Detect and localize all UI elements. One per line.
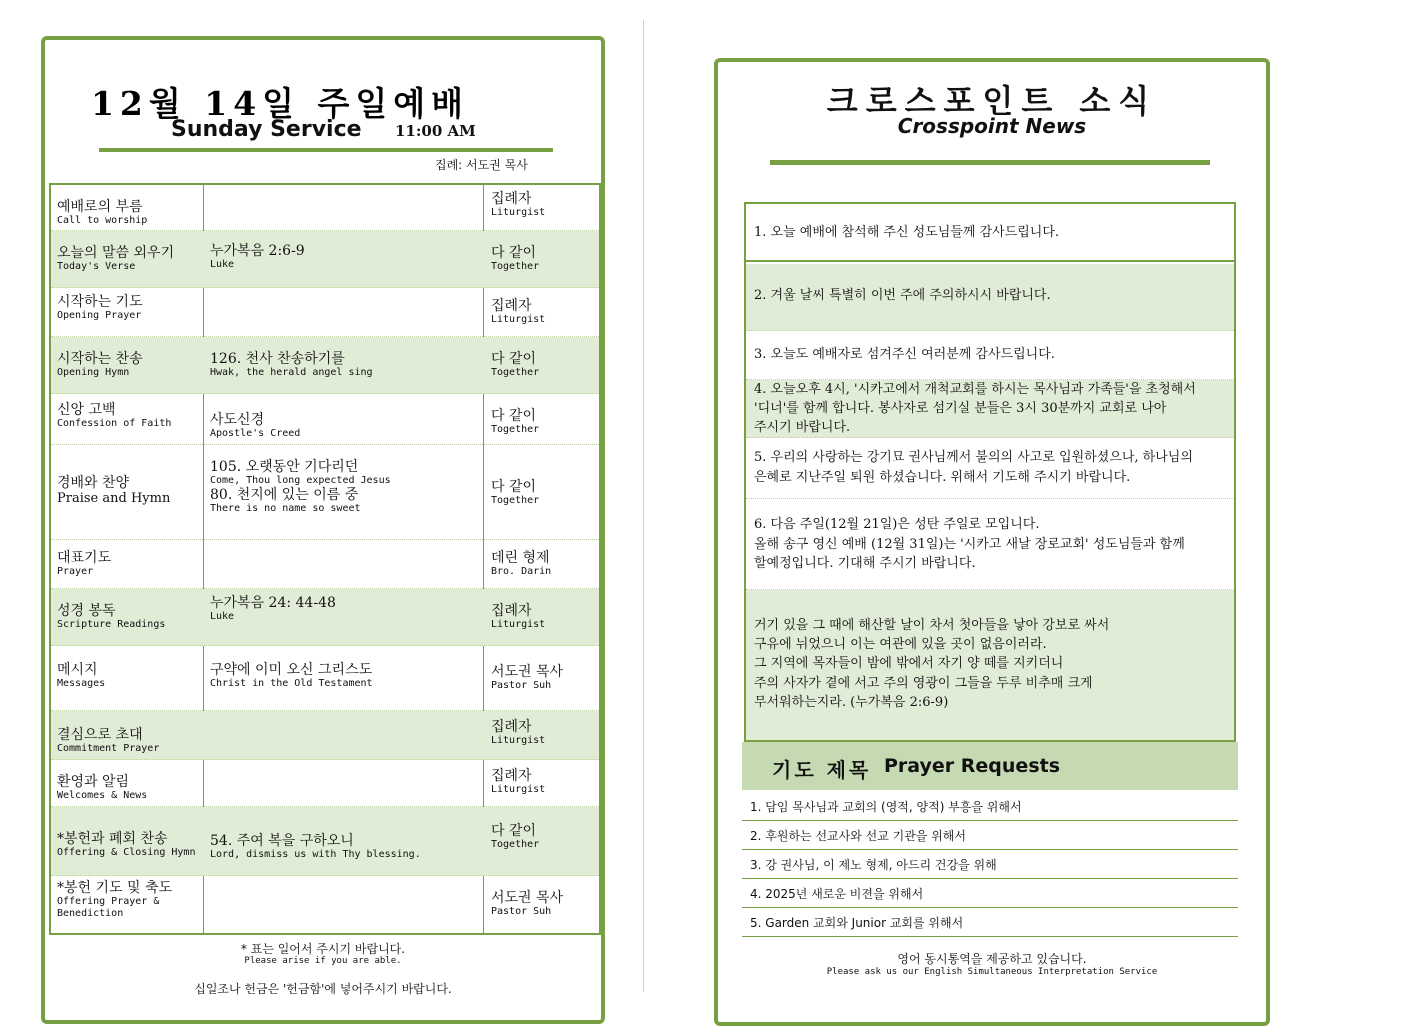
leader-en: Bro. Darin (491, 566, 552, 577)
detail-ko: 126. 천사 찬송하기를 (210, 351, 345, 367)
news-item (746, 380, 1234, 438)
detail-en: Luke (210, 611, 235, 622)
title-rule (770, 160, 1210, 165)
item-ko: 결심으로 초대 (57, 727, 143, 743)
news-panel (714, 58, 1270, 1026)
news-line: 2. 겨울 날씨 특별히 이번 주에 주의하시시 바랍니다. (754, 288, 1051, 303)
order-row (51, 540, 599, 589)
leader-ko: 다 같이 (491, 408, 537, 424)
detail-en: Apostle's Creed (210, 428, 301, 439)
order-row (51, 394, 599, 445)
service-panel (41, 36, 605, 1024)
detail-ko: 구약에 이미 오신 그리스도 (210, 662, 373, 678)
item-en: Scripture Readings (57, 619, 166, 630)
item-ko: 메시지 (57, 662, 98, 678)
news-line: 5. 우리의 사랑하는 강기묘 권사님께서 불의의 사고로 입원하셨으나, 하나님의 (754, 450, 1193, 465)
leader-ko: 집례자 (491, 719, 532, 735)
prayer-text: 1. 담임 목사님과 교회의 (영적, 양적) 부흥을 위해서 (750, 800, 1022, 814)
prayer-text: 5. Garden 교회와 Junior 교회를 위해서 (750, 916, 964, 930)
leader-ko: 집례자 (491, 298, 532, 314)
verse-line: 그 지역에 목자들이 밤에 밖에서 자기 양 떼를 지키더니 (754, 656, 1064, 671)
order-row (51, 807, 599, 876)
news-item (746, 438, 1234, 499)
leader-en: Together (491, 261, 540, 272)
news-table (744, 202, 1236, 742)
leader-ko: 다 같이 (491, 823, 537, 839)
detail-en-2: There is no name so sweet (210, 503, 361, 514)
news-line: '디너'를 함께 합니다. 봉사자로 섬기실 분들은 3시 30분까지 교회로 나아 (754, 401, 1167, 416)
leader-ko: 서도권 목사 (491, 664, 564, 680)
service-time: 11:00 AM (395, 122, 476, 140)
news-line: 3. 오늘도 예배자로 섬겨주신 여러분께 감사드립니다. (754, 347, 1055, 362)
detail-ko: 54. 주여 복을 구하오니 (210, 833, 354, 849)
order-row (51, 231, 599, 288)
prayer-title-ko: 기도 제목 (772, 758, 872, 782)
item-en: Welcomes & News (57, 790, 148, 801)
order-row (51, 760, 599, 807)
item-ko: 신앙 고백 (57, 402, 116, 418)
item-ko: 대표기도 (57, 550, 112, 566)
page-divider (643, 20, 644, 992)
detail-ko: 누가복음 2:6-9 (210, 243, 305, 259)
leader-ko: 집례자 (491, 191, 532, 207)
order-row (51, 646, 599, 711)
item-ko: 오늘의 말씀 외우기 (57, 245, 175, 261)
news-line: 은혜로 지난주일 퇴원 하셨습니다. 위해서 기도해 주시기 바랍니다. (754, 470, 1131, 485)
item-en: Opening Hymn (57, 367, 130, 378)
leader-ko: 데린 형제 (491, 550, 550, 566)
leader-en: Together (491, 495, 540, 506)
news-item (746, 331, 1234, 380)
prayer-item (742, 908, 1238, 937)
item-en: Praise and Hymn (57, 491, 171, 506)
detail-en: Come, Thou long expected Jesus (210, 475, 391, 486)
verse-line: 구유에 뉘었으니 이는 여관에 있을 곳이 없음이러라. (754, 637, 1047, 652)
item-en: Today's Verse (57, 261, 136, 272)
prayer-item (742, 850, 1238, 879)
item-en: Messages (57, 678, 106, 689)
prayer-item (742, 821, 1238, 850)
leader-ko: 다 같이 (491, 351, 537, 367)
verse-line: 무서워하는지라. (누가복음 2:6-9) (754, 695, 949, 710)
item-en: Commitment Prayer (57, 743, 160, 754)
news-line: 올해 송구 영신 예배 (12월 31일)는 '시카고 새날 장로교회' 성도님들과 함께 (754, 537, 1185, 552)
prayer-title-en: Prayer Requests (884, 755, 1061, 777)
leader-ko: 집례자 (491, 768, 532, 784)
order-row (51, 445, 599, 540)
order-row (51, 589, 599, 646)
news-subtitle: Crosspoint News (897, 114, 1087, 138)
item-ko: *봉헌 기도 및 축도 (57, 880, 173, 896)
news-item (746, 499, 1234, 590)
detail-ko: 105. 오랫동안 기다리던 (210, 459, 359, 475)
news-line: 4. 오늘오후 4시, '시카고에서 개척교회를 하시는 목사님과 가족들'을 초청해서 (754, 382, 1196, 397)
order-of-worship-table (49, 183, 601, 935)
interpretation-note: 영어 동시통역을 제공하고 있습니다. (897, 952, 1087, 966)
item-en: Call to worship (57, 215, 148, 226)
item-ko: 성경 봉독 (57, 603, 116, 619)
leader-en: Together (491, 839, 540, 850)
item-ko: 시작하는 찬송 (57, 351, 143, 367)
item-en: Offering & Closing Hymn (57, 847, 196, 858)
leader-ko: 집례자 (491, 603, 532, 619)
news-title: 크로스포인트 소식 (826, 82, 1158, 120)
item-ko: 환영과 알림 (57, 774, 130, 790)
verse-box (746, 590, 1234, 740)
prayer-text: 3. 강 권사님, 이 제노 형제, 아드리 건강을 위해 (750, 858, 997, 872)
order-row (51, 876, 599, 932)
offering-note: 십일조나 헌금은 '헌금함'에 넣어주시기 바랍니다. (194, 982, 452, 996)
prayer-item (742, 879, 1238, 908)
news-line: 1. 오늘 예배에 참석해 주신 성도님들께 감사드립니다. (754, 225, 1060, 240)
detail-en: Lord, dismiss us with Thy blessing. (210, 849, 421, 860)
leader-en: Pastor Suh (491, 906, 552, 917)
leader-ko: 서도권 목사 (491, 890, 564, 906)
item-en: Confession of Faith (57, 418, 172, 429)
order-row (51, 288, 599, 337)
stand-note: * 표는 일어서 주시기 바랍니다. (240, 942, 406, 956)
leader-en: Liturgist (491, 207, 546, 218)
detail-en: Luke (210, 259, 235, 270)
prayer-text: 4. 2025년 새로운 비젼을 위해서 (750, 887, 924, 901)
news-item (746, 204, 1234, 262)
interpretation-note-en: Please ask us our English Simultaneous Interpretation Service (826, 967, 1158, 977)
item-ko: 예배로의 부름 (57, 199, 143, 215)
leader-en: Liturgist (491, 735, 546, 746)
item-ko: *봉헌과 폐회 찬송 (57, 831, 168, 847)
item-en: Prayer (57, 566, 94, 577)
leader-en: Liturgist (491, 619, 546, 630)
liturgist-label: 집례: 서도권 목사 (435, 158, 528, 172)
news-line: 할예정입니다. 기대해 주시기 바랍니다. (754, 556, 976, 571)
service-title: 12월 14일 주일예배 (90, 84, 470, 123)
item-ko: 경배와 찬양 (57, 475, 130, 491)
service-subtitle: Sunday Service (171, 117, 362, 142)
detail-en: Christ in the Old Testament (210, 678, 373, 689)
prayer-text: 2. 후원하는 선교사와 선교 기관을 위해서 (750, 829, 966, 843)
title-rule (99, 148, 553, 152)
leader-en: Together (491, 367, 540, 378)
leader-en: Liturgist (491, 314, 546, 325)
verse-line: 거기 있을 그 때에 해산할 날이 차서 첫아들을 낳아 강보로 싸서 (754, 618, 1110, 633)
detail-ko: 사도신경 (210, 412, 265, 428)
detail-ko-2: 80. 천지에 있는 이름 중 (210, 487, 359, 503)
order-row (51, 711, 599, 760)
prayer-requests-header (742, 742, 1238, 790)
news-item (746, 264, 1234, 331)
item-en-2: Benediction (57, 908, 124, 919)
prayer-item (742, 792, 1238, 821)
item-en: Offering Prayer & (57, 896, 160, 907)
detail-en: Hwak, the herald angel sing (210, 367, 373, 378)
news-line: 6. 다음 주일(12월 21일)은 성탄 주일로 모입니다. (754, 517, 1040, 532)
leader-en: Pastor Suh (491, 680, 552, 691)
order-row (51, 337, 599, 394)
news-line: 주시기 바랍니다. (754, 420, 851, 435)
item-en: Opening Prayer (57, 310, 142, 321)
stand-note-en: Please arise if you are able. (244, 956, 402, 966)
leader-ko: 다 같이 (491, 245, 537, 261)
detail-ko: 누가복음 24: 44-48 (210, 595, 336, 611)
leader-en: Together (491, 424, 540, 435)
item-ko: 시작하는 기도 (57, 294, 143, 310)
order-row (51, 185, 599, 231)
leader-en: Liturgist (491, 784, 546, 795)
leader-ko: 다 같이 (491, 479, 537, 495)
verse-line: 주의 사자가 곁에 서고 주의 영광이 그들을 두루 비추매 크게 (754, 676, 1093, 691)
